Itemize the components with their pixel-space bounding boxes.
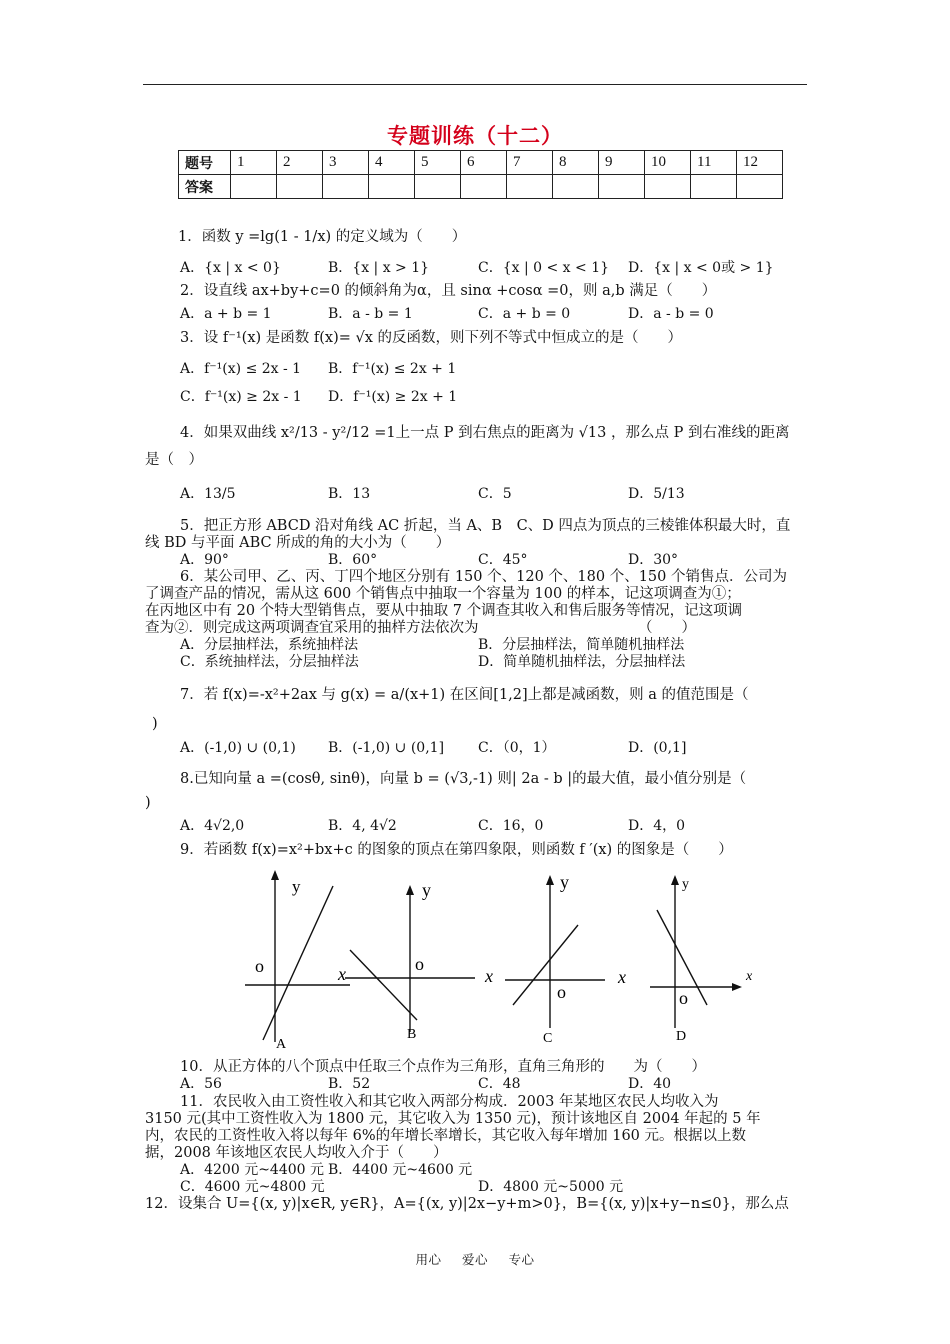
question-3-stem: 3．设 f⁻¹(x) 是函数 f(x)= √x 的反函数，则下列不等式中恒成立的是（ ） <box>180 330 683 346</box>
q3-option-b: B．f⁻¹(x) ≤ 2x + 1 <box>328 361 457 377</box>
graph-a-x-label: x <box>338 964 346 984</box>
answer-cell[interactable] <box>231 175 277 199</box>
graph-b-origin-label: o <box>415 954 424 974</box>
answer-cell[interactable] <box>415 175 461 199</box>
q6-option-c: C．系统抽样法，分层抽样法 <box>180 654 359 670</box>
q2-option-a: A．a + b = 1 <box>180 306 272 322</box>
page-title: 专题训练（十二） <box>387 124 563 148</box>
graph-c-y-label: y <box>560 872 569 892</box>
answer-cell[interactable] <box>277 175 323 199</box>
footer-text: 爱心 <box>461 1252 488 1267</box>
question-8-stem: 8.已知向量 a =(cosθ, sinθ)，向量 b = (√3,-1) 则| 2a - b |的最大值，最小值分别是（ <box>180 771 747 787</box>
graph-d-caption: D <box>676 1029 687 1044</box>
question-4-stem: 4．如果双曲线 x²/13 - y²/12 =1上一点 P 到右焦点的距离为 √13 ，那么点 P 到右准线的距离 <box>180 425 790 441</box>
answer-row <box>179 175 783 199</box>
graph-c-caption: C <box>543 1031 553 1046</box>
graph-a-line <box>263 886 333 1040</box>
q3-option-a: A．f⁻¹(x) ≤ 2x - 1 <box>180 361 302 377</box>
footer-text: 专心 <box>508 1252 535 1267</box>
q8-option-a: A．4√2,0 <box>180 818 245 834</box>
number-cell: 7 <box>507 151 553 175</box>
page-footer <box>0 1250 950 1268</box>
question-11-line: 11．农民收入由工资性收入和其它收入两部分构成．2003 年某地区农民人均收入为 <box>180 1094 719 1110</box>
q2-option-b: B．a - b = 1 <box>328 306 413 322</box>
question-6-blank: （ ） <box>638 620 696 636</box>
header-rule <box>143 84 807 85</box>
graph-c-line <box>513 925 578 1005</box>
answer-cell[interactable] <box>369 175 415 199</box>
question-4-stem-cont: 是（ ） <box>145 452 203 468</box>
graph-a <box>245 870 355 1050</box>
q7-option-a: A．(-1,0) ∪ (0,1) <box>180 740 296 756</box>
graph-a-caption: A <box>276 1037 287 1050</box>
answer-cell[interactable] <box>645 175 691 199</box>
q7-option-c: C．（0，1） <box>478 740 556 756</box>
q8-option-b: B．4, 4√2 <box>328 818 397 834</box>
q6-option-d: D．简单随机抽样法，分层抽样法 <box>478 654 686 670</box>
q4-option-c: C．5 <box>478 486 512 502</box>
question-6-line: 在丙地区中有 20 个特大型销售点，要从中抽取 7 个调查其收入和售后服务等情况，记这项调 <box>145 603 743 619</box>
number-cell: 4 <box>369 151 415 175</box>
number-cell: 12 <box>737 151 783 175</box>
q11-option-a: A．4200 元~4400 元 <box>180 1162 324 1178</box>
graph-c-x-label: x <box>618 967 626 987</box>
question-6-line: 6．某公司甲、乙、丙、丁四个地区分别有 150 个、120 个、180 个、150 个销售点．公司为 <box>180 569 787 585</box>
number-cell: 6 <box>461 151 507 175</box>
graph-c-origin-label: o <box>557 982 566 1002</box>
answer-cell[interactable] <box>507 175 553 199</box>
graph-b-x-label: x <box>485 966 493 986</box>
q2-option-d: D．a - b = 0 <box>628 306 714 322</box>
question-2-stem: 2．设直线 ax+by+c=0 的倾斜角为α，且 sinα +cosα =0，则 a,b 满足（ ） <box>180 283 717 299</box>
q11-option-c: C．4600 元~4800 元 <box>180 1179 325 1195</box>
q5-option-b: B．60° <box>328 552 378 568</box>
answer-table <box>178 150 783 199</box>
q6-option-b: B．分层抽样法，简单随机抽样法 <box>478 637 685 653</box>
question-11-line: 3150 元(其中工资性收入为 1800 元，其它收入为 1350 元)，预计该地区自 2004 年起的 5 年 <box>145 1111 761 1127</box>
graph-d-x-arrow-icon <box>732 983 742 991</box>
question-7-stem: 7．若 f(x)=-x²+2ax 与 g(x) = a/(x+1) 在区间[1,2]上都是减函数，则 a 的值范围是（ <box>180 687 749 703</box>
q10-option-a: A．56 <box>180 1076 222 1092</box>
answer-cell[interactable] <box>323 175 369 199</box>
answer-cell[interactable] <box>691 175 737 199</box>
number-cell: 9 <box>599 151 645 175</box>
answer-row-head: 答案 <box>179 175 231 199</box>
q10-option-d: D．40 <box>628 1076 672 1092</box>
number-row-head: 题号 <box>179 151 231 175</box>
graph-d-arrow-icon <box>671 875 679 885</box>
question-5-stem-cont: 线 BD 与平面 ABC 所成的角的大小为（ ） <box>145 535 451 551</box>
question-9-stem: 9．若函数 f(x)=x²+bx+c 的图象的顶点在第四象限，则函数 f ′(x) 的图象是（ ） <box>180 842 733 858</box>
graph-b-arrow-icon <box>406 885 414 895</box>
graph-d-y-label: y <box>682 877 689 892</box>
q11-option-d: D．4800 元~5000 元 <box>478 1179 624 1195</box>
q7-option-d: D．(0,1] <box>628 740 687 756</box>
question-6-line: 了调查产品的情况，需从这 600 个销售点中抽取一个容量为 100 的样本，记这项调查为①； <box>145 586 741 602</box>
q7-option-b: B．(-1,0) ∪ (0,1] <box>328 740 445 756</box>
q10-option-b: B．52 <box>328 1076 371 1092</box>
q10-option-c: C．48 <box>478 1076 521 1092</box>
q1-option-b: B．{x | x > 1} <box>328 260 430 276</box>
q1-option-c: C．{x | 0 < x < 1} <box>478 260 610 276</box>
q11-option-b: B．4400 元~4600 元 <box>328 1162 473 1178</box>
q2-option-c: C．a + b = 0 <box>478 306 571 322</box>
number-cell: 8 <box>553 151 599 175</box>
q1-option-d: D．{x | x < 0或 > 1} <box>628 260 774 276</box>
number-cell: 1 <box>231 151 277 175</box>
footer-text: 用心 <box>415 1252 442 1267</box>
q6-option-a: A．分层抽样法，系统抽样法 <box>180 637 359 653</box>
graph-b-line <box>350 950 417 1020</box>
graph-b-y-label: y <box>422 880 431 900</box>
graph-d <box>645 870 765 1050</box>
graph-b <box>345 870 505 1050</box>
number-cell: 3 <box>323 151 369 175</box>
q8-option-c: C．16，0 <box>478 818 544 834</box>
question-7-stem-cont: ) <box>152 716 158 732</box>
graph-d-origin-label: o <box>679 988 688 1008</box>
number-cell: 2 <box>277 151 323 175</box>
q8-option-d: D．4，0 <box>628 818 686 834</box>
q5-option-d: D．30° <box>628 552 679 568</box>
q5-option-a: A．90° <box>180 552 229 568</box>
q3-option-d: D．f⁻¹(x) ≥ 2x + 1 <box>328 389 458 405</box>
question-8-stem-cont: ) <box>145 795 151 811</box>
answer-cell[interactable] <box>553 175 599 199</box>
q3-option-c: C．f⁻¹(x) ≥ 2x - 1 <box>180 389 302 405</box>
number-cell: 5 <box>415 151 461 175</box>
number-cell: 10 <box>645 151 691 175</box>
graph-d-x-label: x <box>746 969 753 984</box>
graph-c-arrow-icon <box>546 875 554 885</box>
answer-cell[interactable] <box>737 175 783 199</box>
q4-option-a: A．13/5 <box>180 486 236 502</box>
question-10-stem: 10．从正方体的八个顶点中任取三个点作为三角形，直角三角形的 为（ ） <box>180 1059 706 1075</box>
q4-option-b: B．13 <box>328 486 371 502</box>
question-11-line: 内，农民的工资性收入将以每年 6%的年增长率增长，其它收入每年增加 160 元。根据以上数 <box>145 1128 747 1144</box>
question-11-line: 据，2008 年该地区农民人均收入介于（ ） <box>145 1145 448 1161</box>
number-row <box>179 151 783 175</box>
graph-a-y-label: y <box>292 877 301 896</box>
q5-option-c: C．45° <box>478 552 528 568</box>
answer-cell[interactable] <box>461 175 507 199</box>
graph-a-arrow-icon <box>271 870 279 880</box>
question-6-line: 查为②．则完成这两项调查宜采用的抽样方法依次为 <box>145 620 479 636</box>
question-5-stem: 5．把正方形 ABCD 沿对角线 AC 折起，当 A、B C、D 四点为顶点的三棱锥体积最大时，直 <box>180 518 791 534</box>
graph-c <box>505 870 645 1050</box>
question-12-stem: 12．设集合 U={(x, y)|x∈R, y∈R}，A={(x, y)|2x−y+m>0}，B={(x, y)|x+y−n≤0}，那么点 <box>145 1196 789 1212</box>
graph-b-caption: B <box>407 1027 417 1042</box>
question-1-stem: 1．函数 y =lg(1 - 1/x) 的定义域为（ ） <box>178 229 467 245</box>
answer-cell[interactable] <box>599 175 645 199</box>
q4-option-d: D．5/13 <box>628 486 685 502</box>
graph-a-origin-label: o <box>255 956 264 976</box>
q1-option-a: A．{x | x < 0} <box>180 260 281 276</box>
number-cell: 11 <box>691 151 737 175</box>
